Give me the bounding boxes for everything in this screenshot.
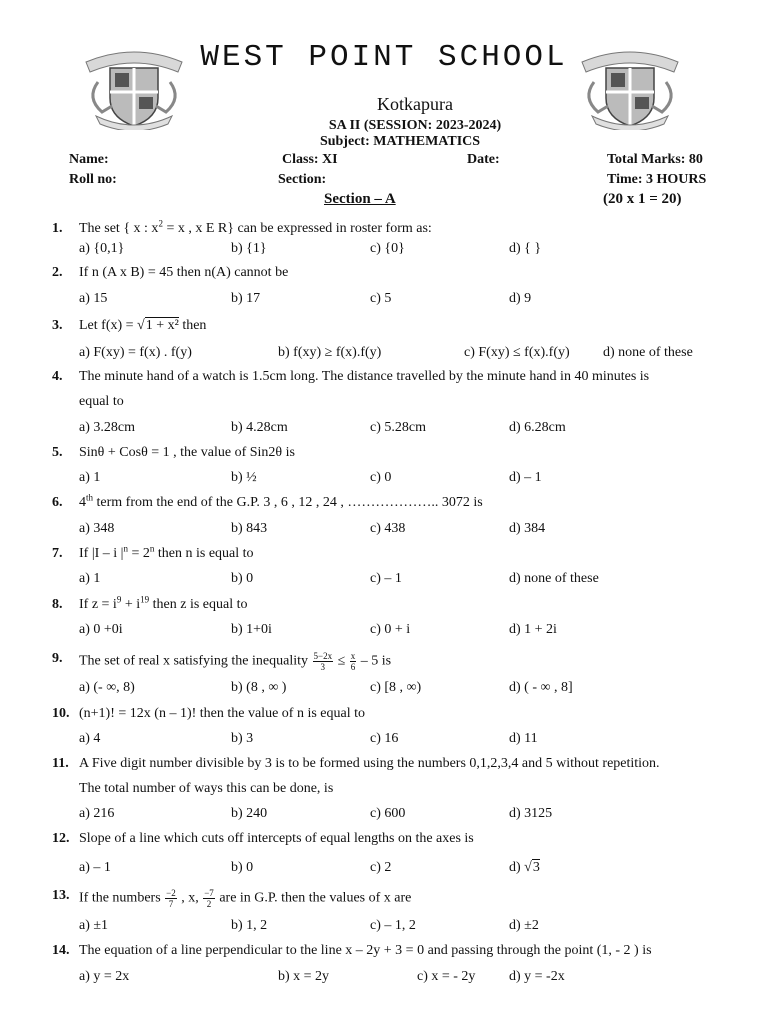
answer-option: b) {1} xyxy=(231,241,267,256)
answer-option: c) – 1, 2 xyxy=(370,918,416,933)
question-number: 9. xyxy=(52,651,63,666)
class-label: Class: XI xyxy=(282,152,338,167)
answer-option: d) 384 xyxy=(509,521,546,536)
question-number: 11. xyxy=(52,756,69,771)
question-text-part: are in G.P. then the values of x are xyxy=(215,890,412,906)
question-text xyxy=(79,492,483,511)
question-text-continued: The total number of ways this can be done, is xyxy=(79,781,334,796)
question-number: 7. xyxy=(52,546,63,561)
answer-option: c) 5 xyxy=(370,291,392,306)
answer-option: d) ±2 xyxy=(509,918,539,933)
question-text-part: term from the end of the G.P. 3 , 6 , 12 , 24 , ……………….. 3072 is xyxy=(93,495,483,510)
answer-option: d) 3125 xyxy=(509,806,553,821)
time-label: Time: 3 HOURS xyxy=(607,172,707,187)
answer-option: a) F(xy) = f(x) . f(y) xyxy=(79,345,192,360)
option-letter: d) xyxy=(509,860,525,875)
question-number: 3. xyxy=(52,318,63,333)
answer-option: b) f(xy) ≥ f(x).f(y) xyxy=(278,345,382,360)
school-name: WEST POINT SCHOOL xyxy=(200,40,568,75)
answer-option: a) (- ∞, 8) xyxy=(79,680,135,695)
superscript: n xyxy=(149,543,155,554)
question-text-part: If |I – i | xyxy=(79,546,124,561)
total-marks: Total Marks: 80 xyxy=(607,152,703,167)
answer-option: a) 348 xyxy=(79,521,115,536)
answer-option: c) 438 xyxy=(370,521,406,536)
answer-option: b) 1+0i xyxy=(231,622,272,637)
answer-option: a) 216 xyxy=(79,806,115,821)
question-text xyxy=(79,318,206,334)
fraction xyxy=(203,888,215,909)
question-number: 8. xyxy=(52,597,63,612)
answer-option: d) 9 xyxy=(509,291,532,306)
answer-option: b) 1, 2 xyxy=(231,918,268,933)
radical-sign: √ xyxy=(524,860,532,875)
answer-option: d) 6.28cm xyxy=(509,420,566,435)
question-text-part: then xyxy=(178,318,207,333)
question-text-part: 4 xyxy=(79,495,86,510)
question-text xyxy=(79,651,391,672)
radical: 1 + x² xyxy=(145,318,179,333)
answer-option: c) – 1 xyxy=(370,571,402,586)
answer-option: b) 0 xyxy=(231,860,254,875)
answer-option: d) 11 xyxy=(509,731,538,746)
school-city: Kotkapura xyxy=(377,94,453,114)
question-text xyxy=(79,594,248,613)
fraction-numerator: x xyxy=(350,651,356,661)
question-text-part: If the numbers xyxy=(79,890,165,906)
answer-option: d) – 1 xyxy=(509,470,542,485)
answer-option: d) 1 + 2i xyxy=(509,622,557,637)
question-text-part: ≤ xyxy=(334,653,349,669)
answer-option: b) x = 2y xyxy=(278,969,330,984)
question-text: Sinθ + Cosθ = 1 , the value of Sin2θ is xyxy=(79,445,295,460)
question-text: Slope of a line which cuts off intercepts of equal lengths on the axes is xyxy=(79,831,474,846)
answer-option: c) 0 xyxy=(370,470,392,485)
answer-option: c) 600 xyxy=(370,806,406,821)
question-number: 4. xyxy=(52,369,63,384)
section-title: Section – A xyxy=(324,191,396,207)
question-text-part: = 2 xyxy=(127,546,150,561)
answer-option: a) 15 xyxy=(79,291,108,306)
answer-option: c) 5.28cm xyxy=(370,420,426,435)
answer-option: a) {0,1} xyxy=(79,241,125,256)
question-number: 1. xyxy=(52,221,63,236)
question-text-part: , x, xyxy=(177,890,203,906)
answer-option: a) 4 xyxy=(79,731,101,746)
fraction-numerator: 5−2x xyxy=(313,651,333,661)
fraction-numerator: −7 xyxy=(204,888,214,898)
answer-option: d) ( - ∞ , 8] xyxy=(509,680,573,695)
answer-option: b) 4.28cm xyxy=(231,420,288,435)
answer-option: b) 3 xyxy=(231,731,254,746)
fraction xyxy=(165,888,177,909)
answer-option: d) none of these xyxy=(509,571,599,586)
superscript: th xyxy=(86,492,94,503)
superscript: 19 xyxy=(140,594,150,605)
answer-option: d) none of these xyxy=(603,345,693,360)
question-number: 14. xyxy=(52,943,70,958)
question-text-part: = x , x E R} can be expressed in roster form as: xyxy=(162,221,432,236)
radical: 3 xyxy=(532,860,540,875)
question-text-part: – 5 is xyxy=(357,653,392,669)
name-label: Name: xyxy=(69,152,109,167)
answer-option: a) 1 xyxy=(79,470,101,485)
answer-option: c) 2 xyxy=(370,860,392,875)
fraction-numerator: −2 xyxy=(166,888,176,898)
fraction-denominator: 6 xyxy=(350,662,356,672)
question-number: 5. xyxy=(52,445,63,460)
question-text-part: If z = i xyxy=(79,597,117,612)
answer-option: b) ½ xyxy=(231,470,257,485)
question-text-part: then z is equal to xyxy=(149,597,248,612)
answer-option: a) 1 xyxy=(79,571,101,586)
question-text: (n+1)! = 12x (n – 1)! then the value of n is equal to xyxy=(79,706,365,721)
answer-option: b) 0 xyxy=(231,571,254,586)
exam-subject: Subject: MATHEMATICS xyxy=(319,134,481,149)
fraction-denominator: 7 xyxy=(168,899,174,909)
answer-option: c) x = - 2y xyxy=(417,969,476,984)
question-text xyxy=(79,888,411,909)
question-number: 10. xyxy=(52,706,70,721)
superscript: n xyxy=(123,543,128,554)
question-number: 12. xyxy=(52,831,70,846)
date-label: Date: xyxy=(467,152,500,167)
fraction-denominator: 2 xyxy=(206,899,212,909)
answer-option: d) { } xyxy=(509,241,542,256)
answer-option: c) 0 + i xyxy=(370,622,411,637)
exam-session: SA II (SESSION: 2023-2024) xyxy=(328,118,502,133)
answer-option: c) F(xy) ≤ f(x).f(y) xyxy=(464,345,570,360)
answer-option: b) 240 xyxy=(231,806,268,821)
question-text-continued: equal to xyxy=(79,394,124,409)
question-number: 6. xyxy=(52,495,63,510)
question-text: The minute hand of a watch is 1.5cm long. The distance travelled by the minute hand in 40 minutes is xyxy=(79,369,650,384)
roll-no-label: Roll no: xyxy=(69,172,117,187)
question-text-part: Let f(x) = xyxy=(79,318,138,333)
answer-option: a) ±1 xyxy=(79,918,109,933)
answer-option xyxy=(509,860,540,876)
question-text: The equation of a line perpendicular to the line x – 2y + 3 = 0 and passing through the point (1, - 2 ) is xyxy=(79,943,652,958)
answer-option: a) 3.28cm xyxy=(79,420,135,435)
question-text-part: then n is equal to xyxy=(154,546,254,561)
answer-option: a) 0 +0i xyxy=(79,622,123,637)
superscript: 9 xyxy=(116,594,122,605)
question-text-part: The set of real x satisfying the inequality xyxy=(79,653,312,669)
answer-option: a) y = 2x xyxy=(79,969,130,984)
answer-option: b) 843 xyxy=(231,521,268,536)
answer-option: d) y = -2x xyxy=(509,969,565,984)
radical-sign: √ xyxy=(137,318,145,333)
answer-option: c) 16 xyxy=(370,731,399,746)
fraction xyxy=(350,651,357,672)
question-text: A Five digit number divisible by 3 is to be formed using the numbers 0,1,2,3,4 and 5 without repetition. xyxy=(79,756,660,771)
fraction-denominator: 3 xyxy=(320,662,326,672)
question-text-part: + i xyxy=(121,597,141,612)
question-text xyxy=(79,543,254,562)
answer-option: c) {0} xyxy=(370,241,405,256)
answer-option: c) [8 , ∞) xyxy=(370,680,422,695)
section-marks: (20 x 1 = 20) xyxy=(603,191,682,207)
question-text-part: The set { x : x xyxy=(79,221,159,236)
answer-option: b) (8 , ∞ ) xyxy=(231,680,287,695)
fraction xyxy=(313,651,334,672)
answer-option: a) – 1 xyxy=(79,860,111,875)
superscript: 2 xyxy=(158,218,163,229)
answer-option: b) 17 xyxy=(231,291,261,306)
question-text: If n (A x B) = 45 then n(A) cannot be xyxy=(79,265,289,280)
question-number: 13. xyxy=(52,888,70,903)
section-label: Section: xyxy=(278,172,327,187)
question-number: 2. xyxy=(52,265,63,280)
question-text xyxy=(79,218,432,237)
